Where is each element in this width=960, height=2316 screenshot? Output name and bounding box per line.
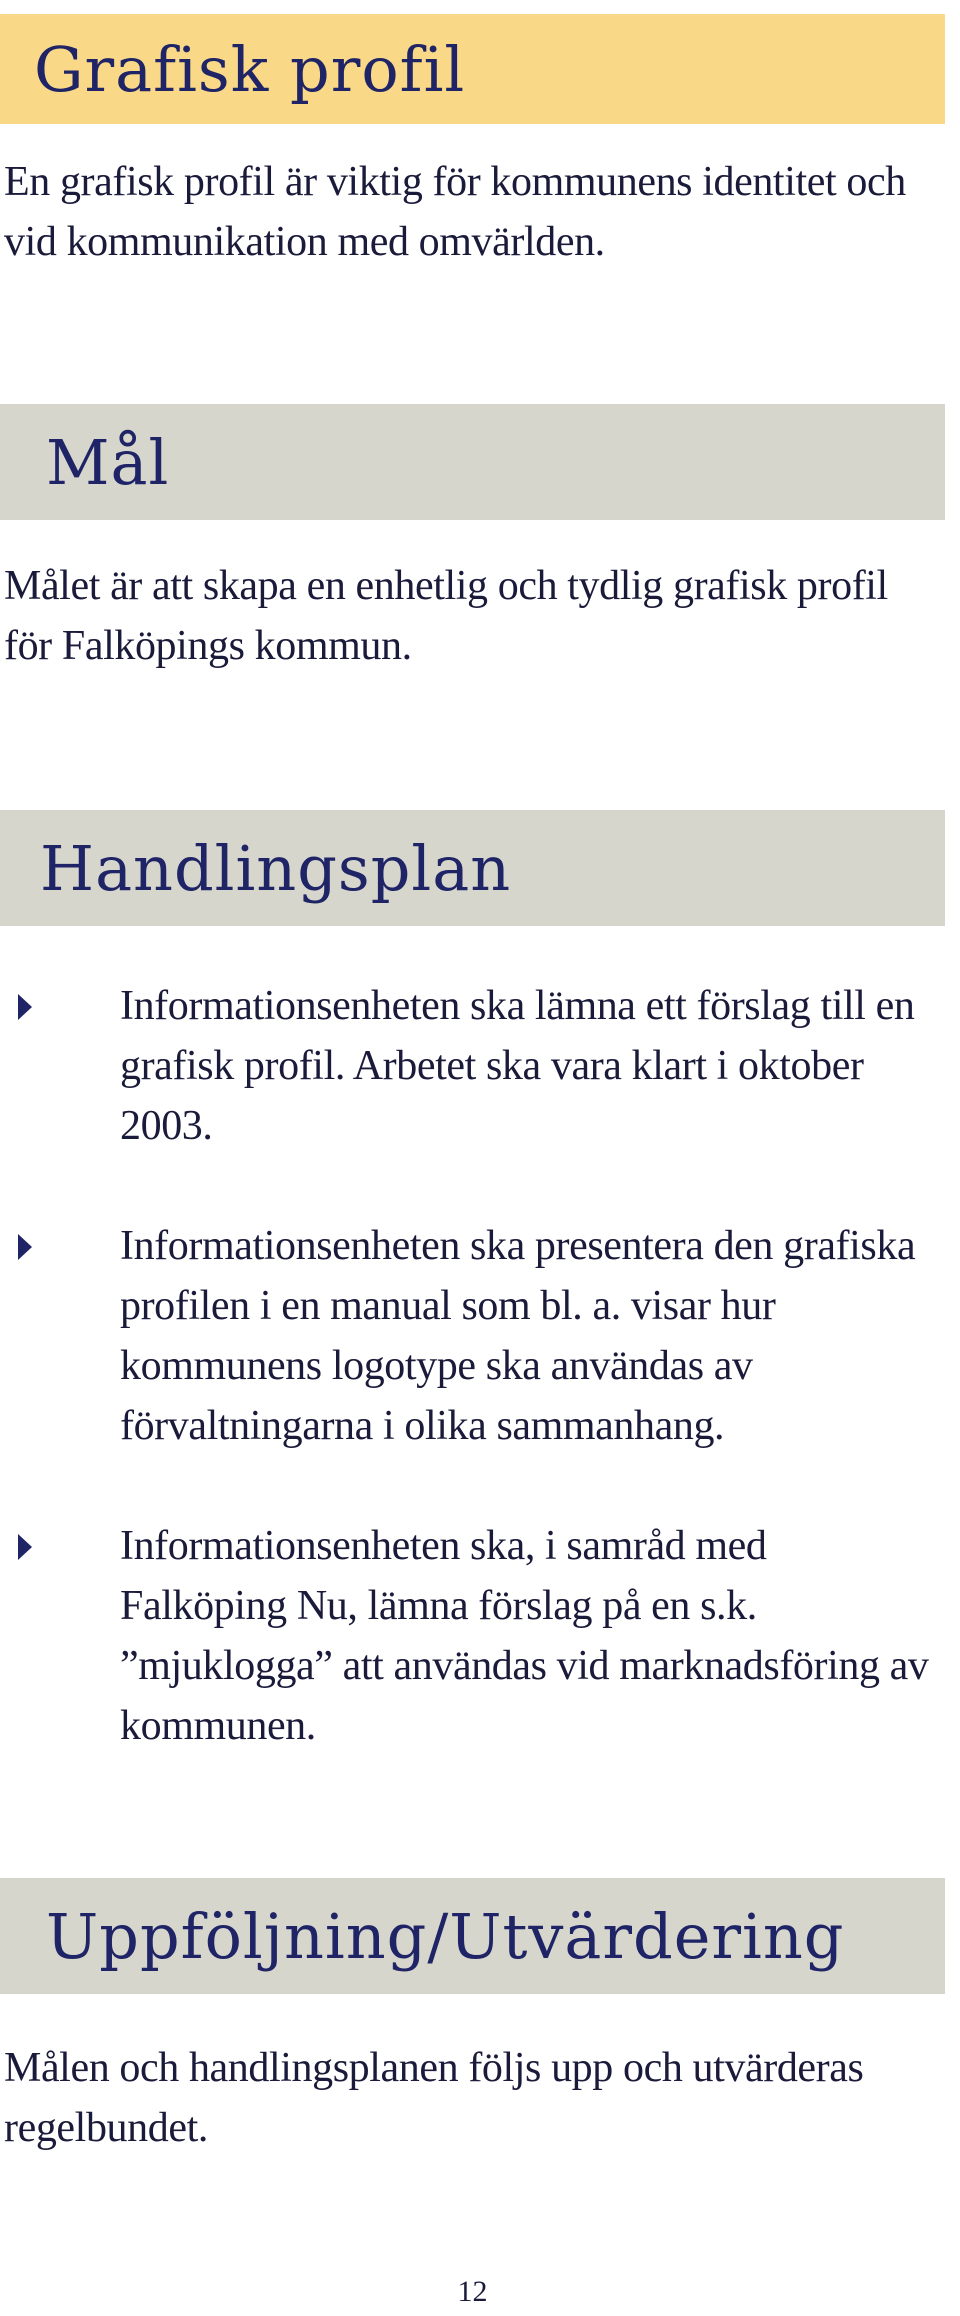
section-heading: Grafisk profil [34, 32, 466, 106]
section-paragraph: Målet är att skapa en enhetlig och tydlig grafisk profil för Falköpings kommun. [4, 563, 888, 669]
list-item-text: Informationsenheten ska presentera den grafiska profilen i en manual som bl. a. visar hur kommunens logotype ska användas av förvaltningarna i olika sammanhang. [120, 1223, 916, 1449]
section-heading: Mål [46, 425, 170, 499]
list-item-text: Informationsenheten ska, i samråd med Falköping Nu, lämna förslag på en s.k. ”mjuklogga” att användas vid marknadsföring av kommunen. [120, 1523, 929, 1749]
triangle-bullet-icon [18, 1234, 32, 1260]
triangle-bullet-icon [18, 994, 32, 1020]
section-header-mal [0, 404, 945, 520]
triangle-bullet-icon [18, 1534, 32, 1560]
page-number: 12 [457, 2275, 488, 2308]
section-heading: Handlingsplan [40, 831, 512, 905]
list-item-text: Informationsenheten ska lämna ett förslag till en grafisk profil. Arbetet ska vara klart i oktober 2003. [120, 983, 915, 1149]
section-header-grafisk-profil [0, 14, 945, 124]
section-paragraph: Målen och handlingsplanen följs upp och utvärderas regelbundet. [4, 2045, 864, 2151]
section-paragraph: En grafisk profil är viktig för kommunens identitet och vid kommunikation med omvärlden. [4, 159, 906, 265]
section-header-handlingsplan [0, 810, 945, 926]
section-heading: Uppföljning/Utvärdering [46, 1899, 845, 1973]
section-header-uppfoljning [0, 1878, 945, 1994]
